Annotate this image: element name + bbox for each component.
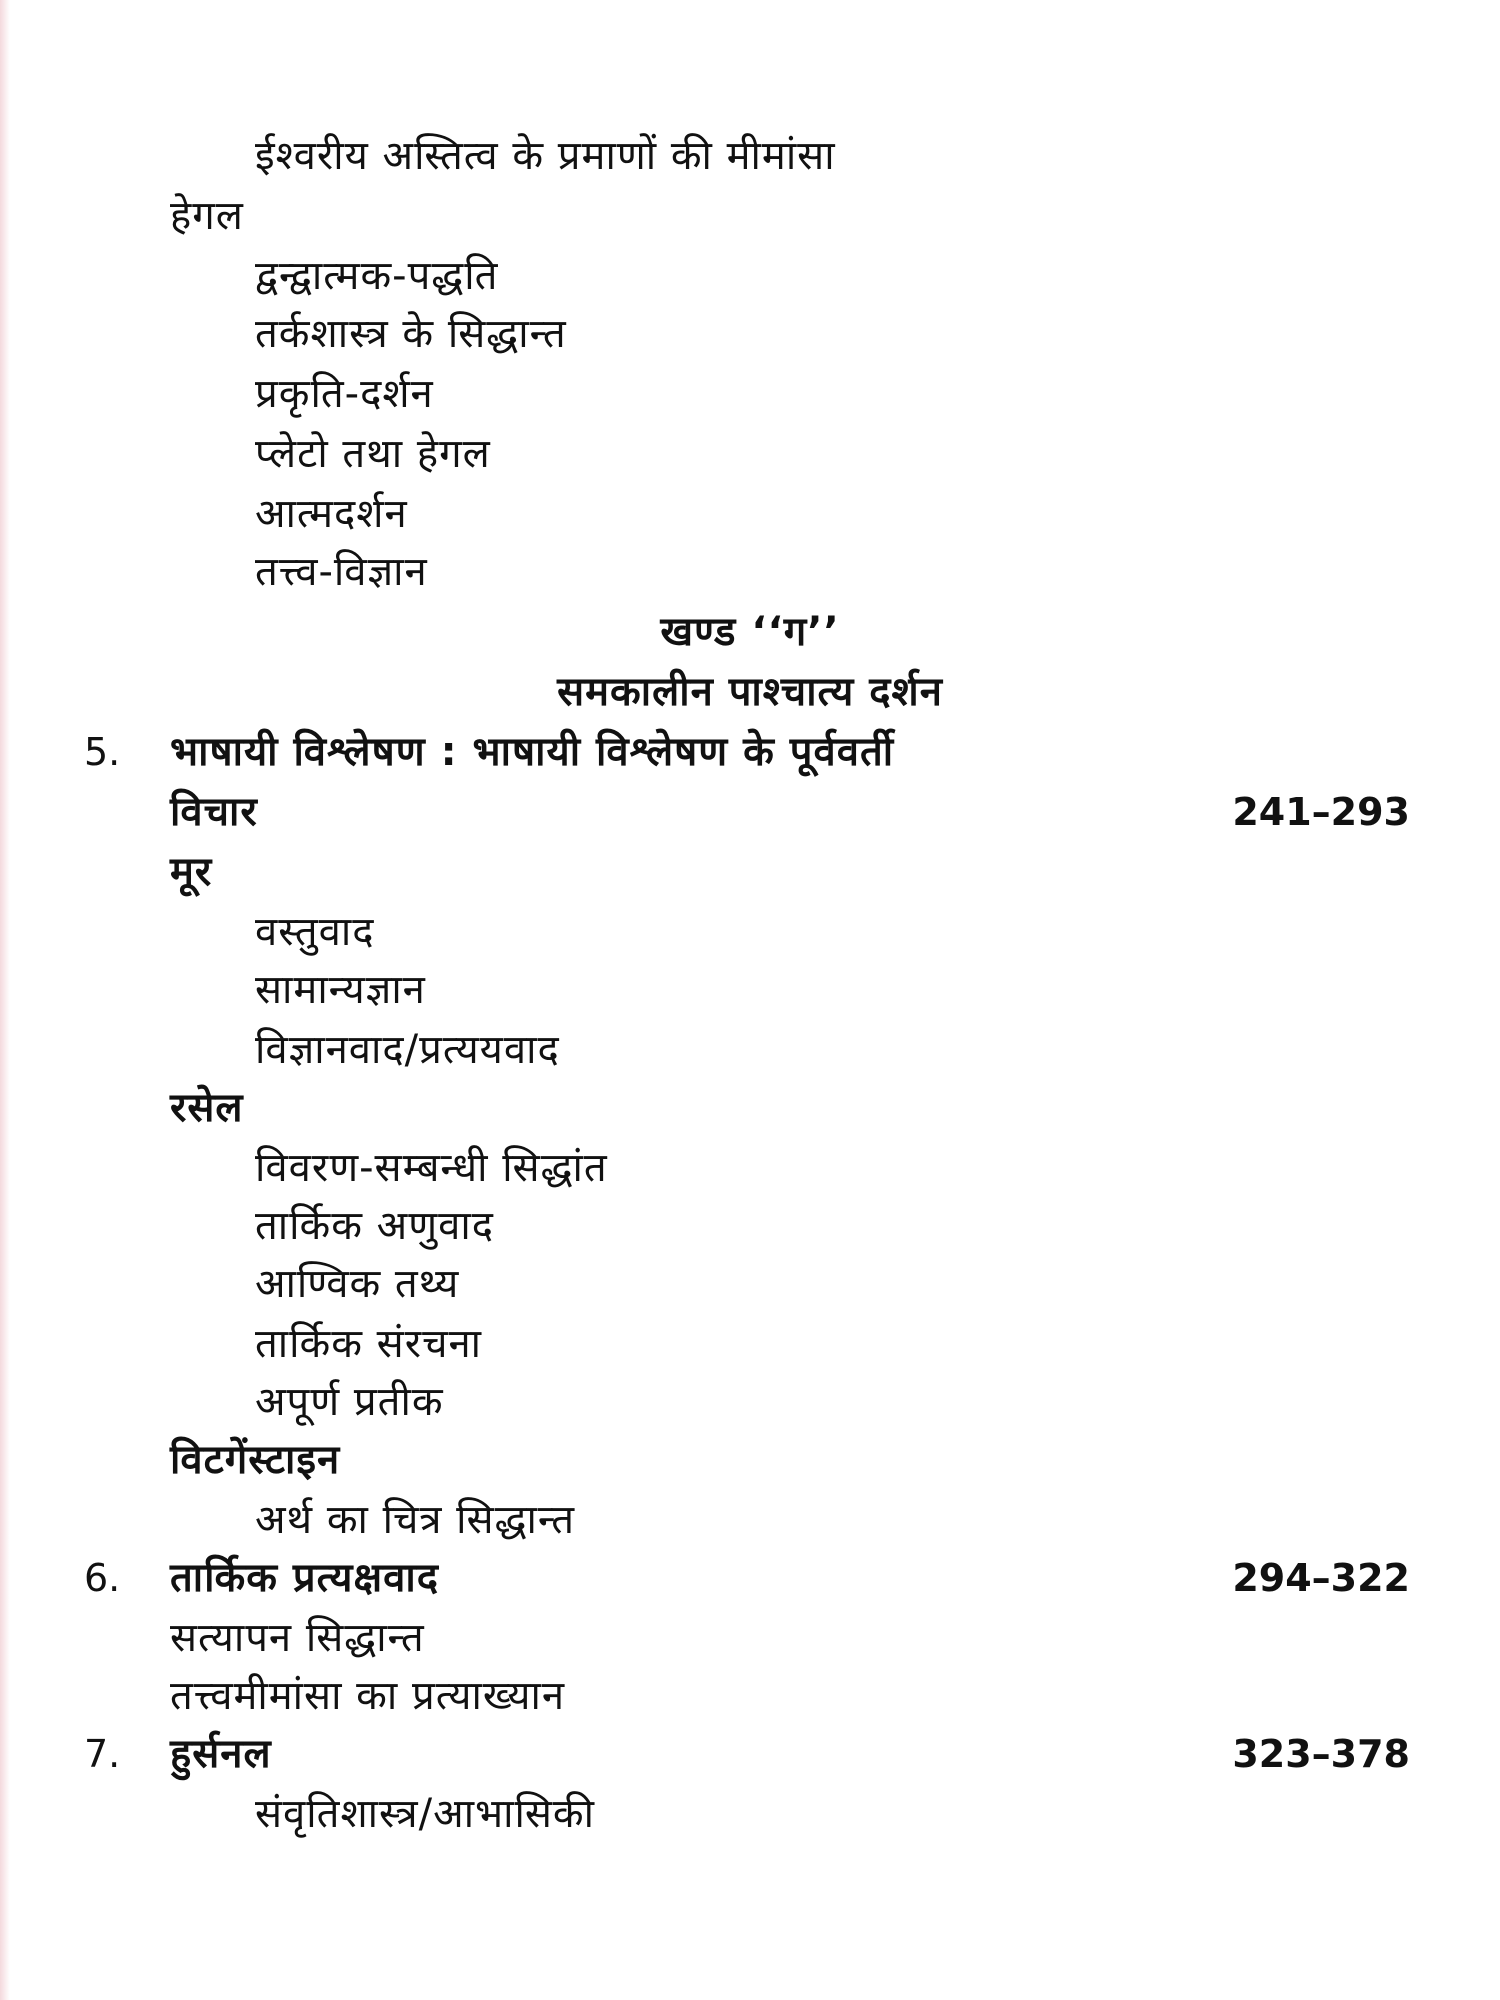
toc-entry: तार्किक अणुवाद: [255, 1203, 494, 1249]
page-range: 294–322: [1232, 1556, 1410, 1600]
page-edge-shade: [0, 0, 10, 2000]
page-range: 241–293: [1232, 790, 1410, 834]
toc-entry: संवृतिशास्त्र/आभासिकी: [255, 1791, 595, 1837]
chapter-number: 5.: [84, 730, 121, 774]
toc-entry: विज्ञानवाद/प्रत्ययवाद: [255, 1027, 560, 1073]
toc-entry: तर्कशास्त्र के सिद्धान्त: [255, 311, 567, 357]
toc-entry: प्लेटो तथा हेगल: [255, 431, 491, 477]
toc-entry: विवरण-सम्बन्धी सिद्धांत: [255, 1145, 608, 1191]
chapter-title: हुर्सनल: [170, 1731, 272, 1777]
section-label: खण्ड ‘‘ग’’: [660, 609, 840, 655]
toc-subheading-moore: मूर: [170, 849, 213, 895]
section-title: समकालीन पाश्चात्य दर्शन: [557, 669, 943, 715]
chapter-number: 6.: [84, 1556, 121, 1600]
toc-subheading-russell: रसेल: [170, 1085, 244, 1131]
toc-entry: वस्तुवाद: [255, 909, 375, 955]
toc-entry: सामान्यज्ञान: [255, 967, 426, 1013]
toc-entry: द्वन्द्वात्मक-पद्धति: [255, 253, 499, 299]
toc-entry: तत्त्व-विज्ञान: [255, 549, 428, 595]
toc-entry: आण्विक तथ्य: [255, 1261, 460, 1307]
toc-entry: आत्मदर्शन: [255, 491, 408, 537]
chapter-title: तार्किक प्रत्यक्षवाद: [170, 1555, 439, 1601]
toc-subheading-wittgenstein: विटगेंस्टाइन: [170, 1437, 341, 1483]
chapter-number: 7.: [84, 1732, 121, 1776]
toc-entry: सत्यापन सिद्धान्त: [170, 1615, 425, 1661]
chapter-title: भाषायी विश्लेषण : भाषायी विश्लेषण के पूर्ववर्ती: [170, 729, 895, 775]
toc-entry: प्रकृति-दर्शन: [255, 371, 434, 417]
toc-entry: अपूर्ण प्रतीक: [255, 1379, 444, 1425]
toc-entry: तत्त्वमीमांसा का प्रत्याख्यान: [170, 1673, 566, 1719]
toc-entry: ईश्वरीय अस्तित्व के प्रमाणों की मीमांसा: [255, 133, 836, 179]
toc-entry: अर्थ का चित्र सिद्धान्त: [255, 1497, 576, 1543]
toc-subheading-hegel: हेगल: [170, 193, 244, 239]
page-range: 323–378: [1232, 1732, 1410, 1776]
chapter-title-continued: विचार: [170, 789, 258, 835]
toc-entry: तार्किक संरचना: [255, 1321, 483, 1367]
